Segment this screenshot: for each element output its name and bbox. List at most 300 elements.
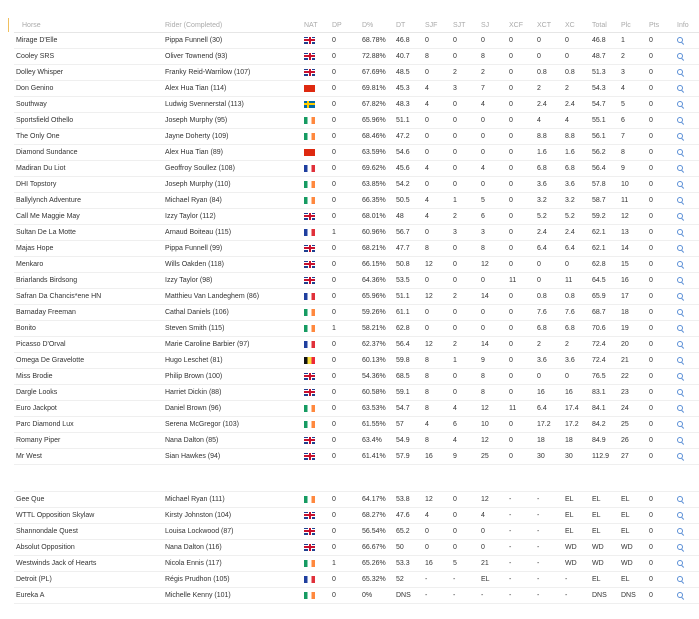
cell-sj: 14 [479,289,507,305]
search-icon[interactable] [677,245,685,253]
cell-sjf: 4 [423,97,451,113]
search-icon[interactable] [677,341,685,349]
search-icon[interactable] [677,261,685,269]
results-container [14,18,689,604]
cell-horse[interactable]: Briarlands Birdsong [14,273,163,289]
cell-pct: 62.37% [360,337,394,353]
cell-info[interactable] [675,81,699,97]
cell-sj: 12 [479,433,507,449]
cell-rider[interactable]: Alex Hua Tian (114) [163,81,302,97]
cell-sj: 0 [479,113,507,129]
cell-info[interactable] [675,305,699,321]
cell-horse[interactable]: Mirage D'Elle [14,33,163,49]
flag-fra-icon [304,165,315,172]
cell-horse[interactable]: Omega De Gravelotte [14,353,163,369]
cell-xc: 2.4 [563,225,590,241]
cell-xcf: 0 [507,81,535,97]
cell-dt: 51.1 [394,113,423,129]
cell-info[interactable] [675,540,699,556]
header-total[interactable]: Total [590,18,619,33]
cell-info[interactable] [675,113,699,129]
cell-rider[interactable]: Kirsty Johnston (104) [163,508,302,524]
cell-xct: 2 [535,337,563,353]
search-icon[interactable] [677,389,685,397]
cell-total: 55.1 [590,113,619,129]
cell-rider[interactable]: Joseph Murphy (110) [163,177,302,193]
flag-gbr-icon [304,453,315,460]
cell-sj: 6 [479,209,507,225]
cell-horse[interactable]: DHI Topstory [14,177,163,193]
cell-info[interactable] [675,129,699,145]
cell-total: 68.7 [590,305,619,321]
cell-horse[interactable]: Gee Que [14,492,163,508]
cell-rider[interactable]: Marie Caroline Barbier (97) [163,337,302,353]
cell-info[interactable] [675,492,699,508]
table-row[interactable] [14,353,699,369]
cell-dt: 51.1 [394,289,423,305]
cell-sjt: 0 [451,49,479,65]
cell-pts: 0 [647,33,675,49]
cell-xcf: 0 [507,97,535,113]
table-row[interactable] [14,556,699,572]
cell-plc: DNS [619,588,647,604]
cell-horse[interactable]: Sportsfield Othello [14,113,163,129]
table-row[interactable] [14,401,699,417]
table-row[interactable] [14,225,699,241]
cell-rider[interactable]: Daniel Brown (96) [163,401,302,417]
cell-xct: - [535,492,563,508]
header-sj[interactable]: SJ [479,18,507,33]
cell-info[interactable] [675,257,699,273]
cell-plc: 18 [619,305,647,321]
table-row[interactable] [14,241,699,257]
table-row[interactable] [14,417,699,433]
cell-horse[interactable]: Dolley Whisper [14,65,163,81]
header-sjf[interactable]: SJF [423,18,451,33]
cell-dt: 48.5 [394,65,423,81]
cell-xc: 5.2 [563,209,590,225]
cell-info[interactable] [675,321,699,337]
cell-pct: 68.27% [360,508,394,524]
cell-horse[interactable]: Westwinds Jack of Hearts [14,556,163,572]
cell-info[interactable] [675,241,699,257]
search-icon[interactable] [677,197,685,205]
cell-info[interactable] [675,353,699,369]
cell-total: 72.4 [590,337,619,353]
cell-rider[interactable]: Izzy Taylor (112) [163,209,302,225]
search-icon[interactable] [677,437,685,445]
cell-plc: 21 [619,353,647,369]
cell-rider[interactable]: Izzy Taylor (98) [163,273,302,289]
table-row[interactable] [14,540,699,556]
cell-info[interactable] [675,161,699,177]
cell-total: 62.1 [590,225,619,241]
cell-pts: 0 [647,401,675,417]
cell-pct: 65.32% [360,572,394,588]
cell-horse[interactable]: Cooley SRS [14,49,163,65]
cell-horse[interactable]: Romany Piper [14,433,163,449]
cell-sj: 25 [479,449,507,465]
cell-sjt: 0 [451,129,479,145]
cell-pts: 0 [647,321,675,337]
table-row[interactable] [14,305,699,321]
cell-sjf: 8 [423,369,451,385]
header-info: Info [675,18,699,33]
search-icon[interactable] [677,373,685,381]
cell-pts: 0 [647,337,675,353]
cell-pct: 60.96% [360,225,394,241]
cell-dp: 0 [330,145,360,161]
cell-horse[interactable]: Southway [14,97,163,113]
table-row[interactable] [14,49,699,65]
table-row[interactable] [14,508,699,524]
table-row[interactable] [14,65,699,81]
cell-pts: 0 [647,241,675,257]
table-row[interactable] [14,337,699,353]
cell-pts: 0 [647,289,675,305]
cell-rider[interactable]: Nana Dalton (85) [163,433,302,449]
cell-info[interactable] [675,401,699,417]
search-icon[interactable] [677,309,685,317]
cell-horse[interactable]: Shannondale Quest [14,524,163,540]
cell-plc: 3 [619,65,647,81]
search-icon[interactable] [677,560,685,568]
table-row[interactable] [14,273,699,289]
cell-rider[interactable]: Harriet Dickin (88) [163,385,302,401]
table-row[interactable] [14,193,699,209]
cell-total: 54.7 [590,97,619,113]
cell-nat [302,49,330,65]
header-dp[interactable]: DP [330,18,360,33]
cell-dt: 56.7 [394,225,423,241]
search-icon[interactable] [677,213,685,221]
cell-sjf: 8 [423,353,451,369]
cell-horse[interactable]: Madiran Du Liot [14,161,163,177]
header-dressage-pct[interactable]: D% [360,18,394,33]
search-icon[interactable] [677,576,685,584]
cell-nat [302,145,330,161]
cell-rider[interactable]: Michael Ryan (111) [163,492,302,508]
cell-horse[interactable]: Detroit (PL) [14,572,163,588]
cell-horse[interactable]: Mr West [14,449,163,465]
cell-rider[interactable]: Pippa Funnell (30) [163,33,302,49]
cell-horse[interactable]: Eureka A [14,588,163,604]
cell-info[interactable] [675,97,699,113]
cell-xcf: - [507,572,535,588]
cell-xct: 0.8 [535,289,563,305]
cell-xc: 11 [563,273,590,289]
header-xcf[interactable]: XCF [507,18,535,33]
cell-pct: 65.26% [360,556,394,572]
search-icon[interactable] [677,325,685,333]
cell-rider[interactable]: Hugo Leschet (81) [163,353,302,369]
cell-info[interactable] [675,209,699,225]
cell-sjt: 0 [451,113,479,129]
cell-sj: 0 [479,524,507,540]
cell-xc: 7.6 [563,305,590,321]
cell-xc: EL [563,492,590,508]
header-horse[interactable]: Horse [14,18,163,33]
cell-sj: 2 [479,65,507,81]
cell-pts: 0 [647,193,675,209]
cell-rider[interactable]: Michael Ryan (84) [163,193,302,209]
cell-info[interactable] [675,524,699,540]
header-nat[interactable]: NAT [302,18,330,33]
cell-info[interactable] [675,449,699,465]
cell-xcf: 0 [507,385,535,401]
cell-pts: 0 [647,129,675,145]
table-row[interactable] [14,113,699,129]
cell-info[interactable] [675,65,699,81]
cell-sjt: 0 [451,508,479,524]
search-icon[interactable] [677,69,685,77]
cell-rider[interactable]: Alex Hua Tian (89) [163,145,302,161]
cell-horse[interactable]: Absolut Opposition [14,540,163,556]
cell-horse[interactable]: Don Genino [14,81,163,97]
cell-rider[interactable]: Arnaud Boiteau (115) [163,225,302,241]
cell-sjf: 0 [423,33,451,49]
cell-dt: 59.1 [394,385,423,401]
table-row[interactable] [14,257,699,273]
cell-rider[interactable]: Sian Hawkes (94) [163,449,302,465]
flag-gbr-icon [304,37,315,44]
flag-irl-icon [304,421,315,428]
cell-rider[interactable]: Cathal Daniels (106) [163,305,302,321]
cell-xc: 6.4 [563,241,590,257]
cell-dt: 54.9 [394,433,423,449]
search-icon[interactable] [677,592,685,600]
cell-horse[interactable]: Safran Da Chancis*ene HN [14,289,163,305]
cell-sj: 12 [479,401,507,417]
cell-info[interactable] [675,49,699,65]
header-xc[interactable]: XC [563,18,590,33]
cell-horse[interactable]: Bonito [14,321,163,337]
cell-info[interactable] [675,225,699,241]
flag-irl-icon [304,133,315,140]
cell-xc: EL [563,524,590,540]
cell-dp: 1 [330,225,360,241]
cell-rider[interactable]: Oliver Townend (93) [163,49,302,65]
cell-info[interactable] [675,145,699,161]
cell-sj: EL [479,572,507,588]
header-xct[interactable]: XCT [535,18,563,33]
cell-rider[interactable]: Joseph Murphy (95) [163,113,302,129]
cell-horse[interactable]: Parc Diamond Lux [14,417,163,433]
cell-rider[interactable]: Wills Oakden (118) [163,257,302,273]
cell-info[interactable] [675,337,699,353]
cell-horse[interactable]: Call Me Maggie May [14,209,163,225]
cell-dp: 0 [330,65,360,81]
table-row[interactable] [14,588,699,604]
cell-xc: 18 [563,433,590,449]
cell-plc: 1 [619,33,647,49]
cell-nat [302,129,330,145]
cell-plc: 13 [619,225,647,241]
table-row[interactable] [14,369,699,385]
cell-pts: 0 [647,145,675,161]
cell-rider[interactable]: Pippa Funnell (99) [163,241,302,257]
table-row[interactable] [14,33,699,49]
table-row[interactable] [14,129,699,145]
cell-horse[interactable]: Euro Jackpot [14,401,163,417]
header-plc[interactable]: Plc [619,18,647,33]
cell-info[interactable] [675,273,699,289]
table-row[interactable] [14,209,699,225]
cell-xc: 3.2 [563,193,590,209]
cell-info[interactable] [675,385,699,401]
flag-gbr-icon [304,512,315,519]
cell-horse[interactable]: Dargle Looks [14,385,163,401]
cell-rider[interactable]: Philip Brown (100) [163,369,302,385]
cell-total: 46.8 [590,33,619,49]
search-icon[interactable] [677,512,685,520]
header-sjt[interactable]: SJT [451,18,479,33]
cell-dp: 0 [330,129,360,145]
cell-dt: 57.9 [394,449,423,465]
table-row[interactable] [14,289,699,305]
cell-rider[interactable]: Matthieu Van Landeghem (86) [163,289,302,305]
table-row[interactable] [14,385,699,401]
cell-xct: 0 [535,273,563,289]
cell-dp: 0 [330,177,360,193]
cell-info[interactable] [675,289,699,305]
cell-plc: 26 [619,433,647,449]
cell-rider[interactable]: Geoffroy Soullez (108) [163,161,302,177]
table-row[interactable] [14,492,699,508]
search-icon[interactable] [677,85,685,93]
cell-pct: 65.96% [360,289,394,305]
cell-horse[interactable]: WTTL Opposition Skylaw [14,508,163,524]
cell-rider[interactable]: Franky Reid-Warrilow (107) [163,65,302,81]
cell-info[interactable] [675,369,699,385]
header-dt[interactable]: DT [394,18,423,33]
flag-gbr-icon [304,528,315,535]
search-icon[interactable] [677,293,685,301]
cell-info[interactable] [675,193,699,209]
cell-xc: 0 [563,257,590,273]
cell-info[interactable] [675,572,699,588]
cell-horse[interactable]: Majas Hope [14,241,163,257]
search-icon[interactable] [677,229,685,237]
search-icon[interactable] [677,357,685,365]
table-row[interactable] [14,572,699,588]
cell-info[interactable] [675,588,699,604]
cell-pts: 0 [647,369,675,385]
cell-horse[interactable]: Barnaday Freeman [14,305,163,321]
cell-sjf: 4 [423,417,451,433]
flag-fra-icon [304,576,315,583]
cell-info[interactable] [675,556,699,572]
table-row[interactable] [14,161,699,177]
search-icon[interactable] [677,101,685,109]
cell-horse[interactable]: Sultan De La Motte [14,225,163,241]
cell-plc: EL [619,508,647,524]
cell-info[interactable] [675,508,699,524]
cell-dt: 47.2 [394,129,423,145]
cell-rider[interactable]: Ludwig Svennerstal (113) [163,97,302,113]
search-icon[interactable] [677,528,685,536]
cell-pct: 68.78% [360,33,394,49]
cell-info[interactable] [675,177,699,193]
section-spacer [14,465,699,492]
cell-horse[interactable]: Menkaro [14,257,163,273]
table-row[interactable] [14,97,699,113]
table-row[interactable] [14,449,699,465]
cell-total: 76.5 [590,369,619,385]
cell-pts: 0 [647,177,675,193]
cell-rider[interactable]: Nana Dalton (116) [163,540,302,556]
table-row[interactable] [14,524,699,540]
search-icon[interactable] [677,117,685,125]
cell-horse[interactable]: Picasso D'Orval [14,337,163,353]
search-icon[interactable] [677,37,685,45]
table-row[interactable] [14,145,699,161]
search-icon[interactable] [677,181,685,189]
cell-horse[interactable]: Diamond Sundance [14,145,163,161]
cell-rider[interactable]: Louisa Lockwood (87) [163,524,302,540]
table-row[interactable] [14,321,699,337]
search-icon[interactable] [677,165,685,173]
cell-dt: 57 [394,417,423,433]
search-icon[interactable] [677,149,685,157]
cell-pts: 0 [647,572,675,588]
header-pts[interactable]: Pts [647,18,675,33]
cell-nat [302,401,330,417]
table-row[interactable] [14,81,699,97]
cell-pct: 68.46% [360,129,394,145]
header-rider[interactable]: Rider (Completed) [163,18,302,33]
search-icon[interactable] [677,496,685,504]
cell-horse[interactable]: The Only One [14,129,163,145]
search-icon[interactable] [677,405,685,413]
cell-nat [302,65,330,81]
cell-xcf: 11 [507,273,535,289]
cell-horse[interactable]: Miss Brodie [14,369,163,385]
search-icon[interactable] [677,544,685,552]
table-row[interactable] [14,433,699,449]
cell-info[interactable] [675,33,699,49]
cell-rider[interactable]: Serena McGregor (103) [163,417,302,433]
cell-sj: 4 [479,508,507,524]
cell-sjt: 0 [451,492,479,508]
cell-xct: 18 [535,433,563,449]
cell-rider[interactable]: Jayne Doherty (109) [163,129,302,145]
search-icon[interactable] [677,133,685,141]
cell-horse[interactable]: Ballylynch Adventure [14,193,163,209]
cell-xct: - [535,540,563,556]
cell-rider[interactable]: Nicola Ennis (117) [163,556,302,572]
cell-sj: - [479,588,507,604]
search-icon[interactable] [677,453,685,461]
cell-info[interactable] [675,433,699,449]
cell-nat [302,524,330,540]
cell-rider[interactable]: Steven Smith (115) [163,321,302,337]
table-row[interactable] [14,177,699,193]
cell-pts: 0 [647,588,675,604]
cell-rider[interactable]: Régis Prudhon (105) [163,572,302,588]
cell-info[interactable] [675,417,699,433]
search-icon[interactable] [677,421,685,429]
flag-gbr-icon [304,261,315,268]
search-icon[interactable] [677,53,685,61]
cell-nat [302,161,330,177]
cell-rider[interactable]: Michelle Kenny (101) [163,588,302,604]
search-icon[interactable] [677,277,685,285]
cell-dp: 0 [330,81,360,97]
cell-nat [302,321,330,337]
cell-xcf: 0 [507,177,535,193]
cell-dp: 0 [330,449,360,465]
